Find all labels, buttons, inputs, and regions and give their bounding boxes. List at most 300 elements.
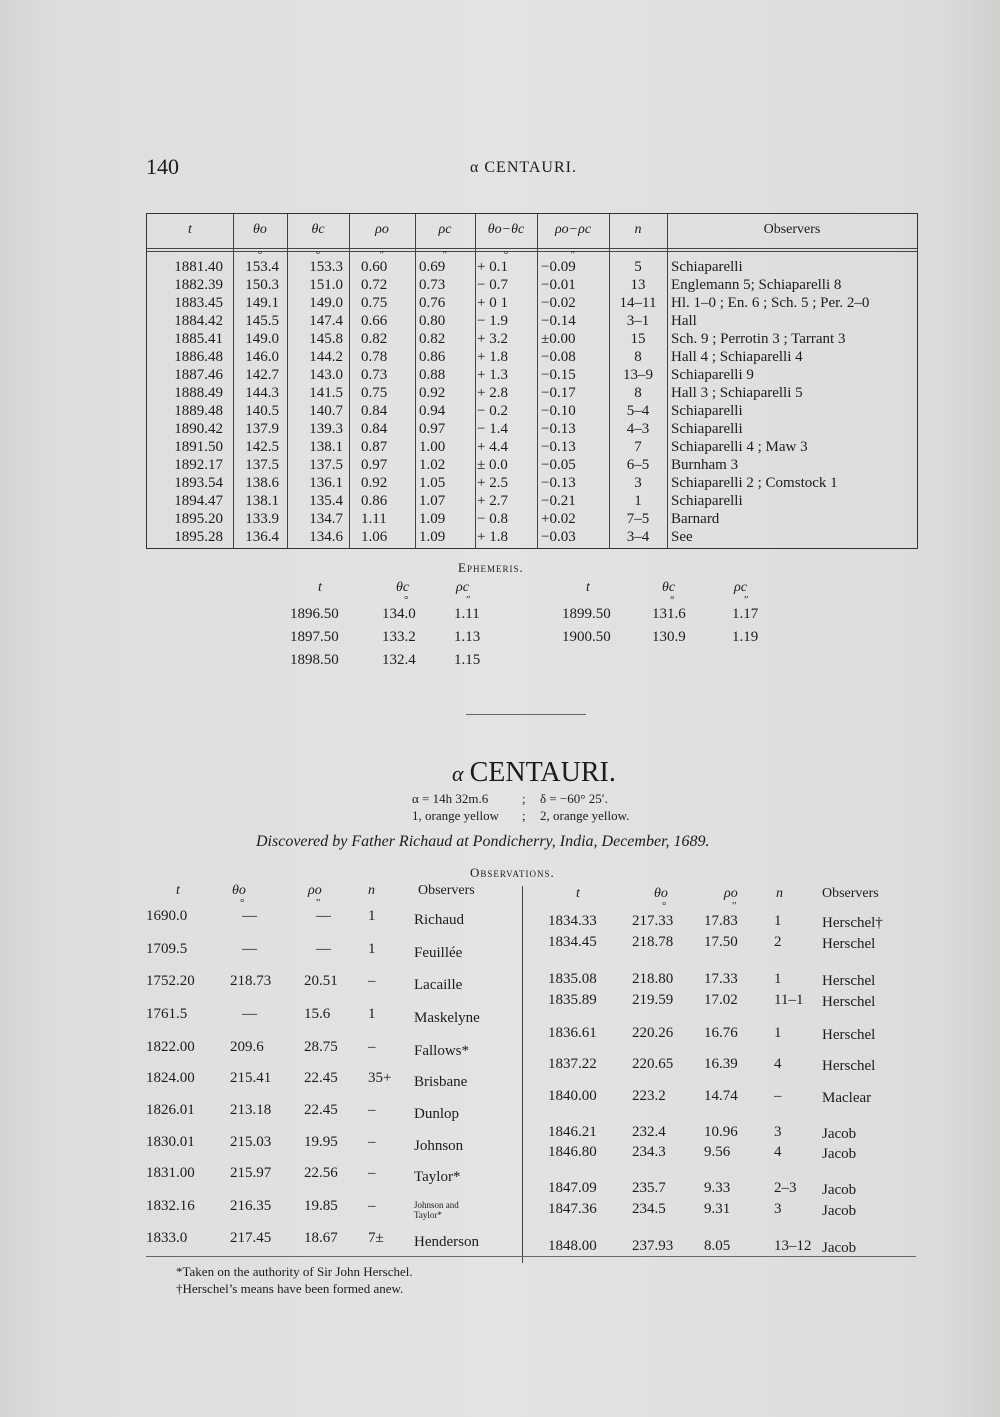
observations-cell: 17.50 (704, 934, 738, 950)
observations-cell: 215.41 (230, 1070, 272, 1086)
observations-cell: Herschel† (822, 915, 883, 931)
table-cell: 1.06 (361, 529, 388, 545)
ephemeris-header: θc (662, 580, 676, 595)
page-number: 140 (146, 154, 179, 179)
observations-cell: 28.75 (304, 1039, 338, 1055)
observations-cell: – (368, 973, 376, 989)
observations-cell: 1848.00 (548, 1238, 597, 1254)
table-cell: −0.15 (541, 367, 576, 383)
table-cell: 0.97 (419, 421, 446, 437)
observations-cell: Richaud (414, 912, 464, 928)
observations-cell: 1 (774, 971, 782, 987)
ephemeris-unit: ° (404, 594, 409, 606)
table-cell: Sch. 9 ; Perrotin 3 ; Tarrant 3 (671, 331, 846, 347)
observations-cell: Maskelyne (414, 1010, 480, 1026)
table-cell: Hall (671, 313, 697, 329)
table-cell: 3 (634, 475, 642, 491)
observations-cell: Maclear (822, 1090, 872, 1106)
table-cell: Schiaparelli (671, 403, 743, 419)
observations-cell: Fallows* (414, 1043, 470, 1059)
observations-cell: 22.45 (304, 1102, 338, 1118)
component-color-2: 2, orange yellow. (540, 808, 630, 823)
table-cell: 1883.45 (174, 295, 223, 311)
unit-label: ″ (570, 249, 576, 261)
observations-cell: 218.80 (632, 971, 674, 987)
table-cell: −0.09 (541, 259, 576, 275)
table-cell: 0.60 (361, 259, 388, 275)
table-cell: + 3.2 (477, 331, 508, 347)
table-cell: −0.13 (541, 439, 576, 455)
table-cell: 144.2 (309, 349, 343, 365)
observations-unit: ° (662, 900, 667, 912)
table-cell: 1.00 (419, 439, 446, 455)
observations-cell: 218.73 (230, 973, 272, 989)
table-cell: Schiaparelli (671, 259, 743, 275)
table-cell: 8 (634, 385, 642, 401)
table-cell: 3–4 (626, 529, 650, 545)
table-cell: 149.1 (245, 295, 279, 311)
table-row (147, 259, 917, 277)
table-cell: 1881.40 (174, 259, 223, 275)
observations-cell: 1836.61 (548, 1025, 597, 1041)
table-cell: 1.09 (419, 529, 446, 545)
observations-cell: – (368, 1165, 376, 1181)
observations-cell: 1709.5 (146, 941, 188, 957)
observations-cell: Johnson and Taylor* (414, 1200, 459, 1220)
observations-cell: 9.33 (704, 1180, 731, 1196)
table-cell: Schiaparelli 4 ; Maw 3 (671, 439, 808, 455)
table-cell: 0.84 (361, 403, 388, 419)
observations-cell: Jacob (822, 1146, 857, 1162)
observations-cell: 209.6 (230, 1039, 264, 1055)
observations-cell: 7± (368, 1230, 384, 1246)
table-cell: 1882.39 (174, 277, 223, 293)
ephemeris-header: t (586, 580, 590, 595)
table-row (147, 295, 917, 313)
table-cell: 133.9 (245, 511, 279, 527)
table-row (147, 439, 917, 457)
observations-cell: 35+ (368, 1070, 392, 1086)
table-cell: 4–3 (626, 421, 650, 437)
unit-label: ° (315, 249, 321, 261)
table-cell: 144.3 (245, 385, 279, 401)
observations-header: ρo (308, 883, 322, 898)
table-cell: 143.0 (309, 367, 343, 383)
unit-label: ° (257, 249, 263, 261)
table-cell: 1885.41 (174, 331, 223, 347)
table-cell: 137.5 (245, 457, 279, 473)
table-cell: 153.4 (245, 259, 279, 275)
ephemeris-unit: ° (670, 594, 675, 606)
table-cell: − 0.7 (477, 277, 508, 293)
observations-cell: 14.74 (704, 1088, 738, 1104)
coordinates-ra: α = 14h 32m.6 (412, 791, 489, 806)
table-cell: 1888.49 (174, 385, 223, 401)
observations-cell: 1 (774, 1025, 782, 1041)
table-cell: 1887.46 (174, 367, 223, 383)
table-cell: + 2.7 (477, 493, 508, 509)
observations-cell: 4 (774, 1056, 782, 1072)
table-cell: + 0.1 (477, 259, 508, 275)
observations-cell: 8.05 (704, 1238, 731, 1254)
observations-unit: ° (240, 897, 245, 909)
table-row (147, 349, 917, 367)
column-header: t (188, 222, 192, 237)
table-cell: 0.92 (361, 475, 388, 491)
table-cell: 151.0 (309, 277, 343, 293)
observations-cell: 16.76 (704, 1025, 738, 1041)
table-cell: 0.73 (419, 277, 446, 293)
observations-cell: Jacob (822, 1126, 857, 1142)
observations-cell: Jacob (822, 1240, 857, 1256)
table-cell: 140.7 (309, 403, 343, 419)
observations-cell: 22.45 (304, 1070, 338, 1086)
table-cell: 142.5 (245, 439, 279, 455)
table-cell: 0.73 (361, 367, 388, 383)
observations-cell: 234.3 (632, 1144, 666, 1160)
table-cell: Schiaparelli 9 (671, 367, 754, 383)
observations-cell: 1831.00 (146, 1165, 195, 1181)
ephemeris-cell: 1897.50 (290, 629, 339, 645)
table-cell: +0.02 (541, 511, 576, 527)
table-row (147, 385, 917, 403)
observations-header: n (776, 886, 783, 901)
table-cell: 136.4 (245, 529, 279, 545)
table-row (147, 475, 917, 493)
running-head: α CENTAURI. (470, 159, 577, 176)
observations-cell: 234.5 (632, 1201, 666, 1217)
table-cell: 141.5 (309, 385, 343, 401)
table-row (147, 421, 917, 439)
observations-cell: 1824.00 (146, 1070, 195, 1086)
unit-label: ° (503, 249, 509, 261)
table-cell: 137.5 (309, 457, 343, 473)
table-row (147, 403, 917, 421)
observations-cell: – (368, 1134, 376, 1150)
table-cell: 134.6 (309, 529, 343, 545)
table-cell: 138.1 (309, 439, 343, 455)
ephemeris-cell: 1.13 (454, 629, 481, 645)
table-cell: 0.76 (419, 295, 446, 311)
observations-cell: 220.65 (632, 1056, 674, 1072)
table-cell: 138.1 (245, 493, 279, 509)
observations-cell: 237.93 (632, 1238, 674, 1254)
ephemeris-header: ρc (734, 580, 747, 595)
table-cell: 15 (630, 331, 646, 347)
table-cell: 0.82 (419, 331, 446, 347)
table-row (147, 277, 917, 295)
observations-cell: 232.4 (632, 1124, 666, 1140)
table-cell: −0.14 (541, 313, 576, 329)
observations-cell: 17.83 (704, 913, 738, 929)
ephemeris-title: Ephemeris. (458, 560, 524, 575)
ephemeris-header: θc (396, 580, 410, 595)
observations-cell: 1 (368, 1006, 376, 1022)
observations-header: Observers (822, 886, 879, 901)
table-cell: 150.3 (245, 277, 279, 293)
observations-cell: Brisbane (414, 1074, 468, 1090)
observations-cell: 215.03 (230, 1134, 272, 1150)
observations-cell: 13–12 (774, 1238, 812, 1254)
observations-cell: 217.45 (230, 1230, 272, 1246)
table-cell: 136.1 (309, 475, 343, 491)
ephemeris-cell: 1899.50 (562, 606, 611, 622)
observations-cell: Jacob (822, 1203, 857, 1219)
table-cell: −0.05 (541, 457, 576, 473)
observations-header: θo (654, 886, 668, 901)
unit-label: ″ (379, 249, 385, 261)
table-cell: 1.11 (361, 511, 387, 527)
observations-header: t (576, 886, 580, 901)
observations-cell: 1830.01 (146, 1134, 195, 1150)
observations-cell: 218.78 (632, 934, 674, 950)
ephemeris-cell: 1.19 (732, 629, 759, 645)
discovery-line: Discovered by Father Richaud at Pondicherry, India, December, 1689. (256, 833, 710, 850)
table-cell: 5–4 (626, 403, 650, 419)
table-cell: 1 (634, 493, 642, 509)
footnote-1: *Taken on the authority of Sir John Herschel. (176, 1264, 413, 1279)
table-cell: 6–5 (626, 457, 650, 473)
table-cell: 0.82 (361, 331, 388, 347)
observations-cell: – (368, 1102, 376, 1118)
table-cell: + 1.3 (477, 367, 508, 383)
table-cell: − 1.9 (477, 313, 508, 329)
table-cell: 1895.28 (174, 529, 223, 545)
table-row (147, 367, 917, 385)
observations-cell: 1837.22 (548, 1056, 597, 1072)
table-cell: + 1.8 (477, 529, 508, 545)
observations-cell: 2–3 (774, 1180, 797, 1196)
table-cell: 13 (630, 277, 646, 293)
ephemeris-cell: 132.4 (382, 652, 416, 668)
observations-cell: 223.2 (632, 1088, 666, 1104)
observations-title: Observations. (470, 865, 555, 880)
table-cell: 0.86 (419, 349, 446, 365)
table-cell: + 0 1 (477, 295, 508, 311)
table-cell: Schiaparelli (671, 493, 743, 509)
ephemeris-unit: ″ (466, 594, 471, 606)
table-cell: 0.66 (361, 313, 388, 329)
observations-cell: 1 (368, 941, 376, 957)
observations-cell: 216.35 (230, 1198, 272, 1214)
table-cell: 0.86 (361, 493, 388, 509)
table-cell: 1.02 (419, 457, 446, 473)
observations-cell: 11–1 (774, 992, 804, 1008)
observations-cell: 18.67 (304, 1230, 338, 1246)
table-cell: + 4.4 (477, 439, 508, 455)
table-cell: 0.97 (361, 457, 388, 473)
table-cell: −0.03 (541, 529, 576, 545)
table-cell: 135.4 (309, 493, 343, 509)
column-header: θo (253, 222, 267, 237)
table-cell: Hl. 1–0 ; En. 6 ; Sch. 5 ; Per. 2–0 (671, 295, 870, 311)
observations-cell: 4 (774, 1144, 782, 1160)
ephemeris-cell: 1900.50 (562, 629, 611, 645)
observations-header: Observers (418, 883, 475, 898)
table-cell: 147.4 (309, 313, 343, 329)
table-cell: 142.7 (245, 367, 279, 383)
footnote-2: †Herschel’s means have been formed anew. (176, 1281, 404, 1296)
observations-cell: — (316, 941, 331, 957)
table-cell: 14–11 (619, 295, 657, 311)
observations-cell: — (242, 941, 257, 957)
observations-cell: 219.59 (632, 992, 674, 1008)
table-cell: Barnard (671, 511, 720, 527)
column-header: Observers (763, 222, 821, 237)
observations-cell: 3 (774, 1124, 782, 1140)
observations-cell: Feuillée (414, 945, 463, 961)
ephemeris-cell: 131.6 (652, 606, 686, 622)
observations-cell: 1846.80 (548, 1144, 597, 1160)
measures-table (146, 213, 918, 549)
table-cell: + 2.5 (477, 475, 508, 491)
observations-cell: 217.33 (632, 913, 674, 929)
observations-cell: Herschel (822, 994, 876, 1010)
observations-cell: – (774, 1088, 782, 1104)
table-cell: Burnham 3 (671, 457, 739, 473)
table-cell: 0.75 (361, 295, 388, 311)
star-title (452, 757, 616, 789)
observations-cell: 220.26 (632, 1025, 674, 1041)
observations-cell: 215.97 (230, 1165, 272, 1181)
ephemeris-cell: 130.9 (652, 629, 686, 645)
observations-cell: 1761.5 (146, 1006, 188, 1022)
observations-cell: Henderson (414, 1234, 479, 1250)
observations-cell: 1840.00 (548, 1088, 597, 1104)
table-cell: 1895.20 (174, 511, 223, 527)
table-cell: 138.6 (245, 475, 279, 491)
observations-cell: 1835.08 (548, 971, 597, 987)
table-cell: 1.09 (419, 511, 446, 527)
table-cell: −0.10 (541, 403, 576, 419)
observations-cell: Herschel (822, 973, 876, 989)
component-color-1: 1, orange yellow (412, 808, 500, 823)
table-cell: − 0.8 (477, 511, 508, 527)
coordinates-separator-2: ; (522, 808, 526, 823)
observations-cell: 17.02 (704, 992, 738, 1008)
table-cell: 8 (634, 349, 642, 365)
table-cell: 149.0 (245, 331, 279, 347)
coordinates-dec: δ = −60° 25′. (540, 791, 608, 806)
observations-cell: 1833.0 (146, 1230, 188, 1246)
table-cell: −0.13 (541, 475, 576, 491)
table-cell: 140.5 (245, 403, 279, 419)
table-row (147, 331, 917, 349)
observations-cell: 22.56 (304, 1165, 338, 1181)
ephemeris-cell: 1896.50 (290, 606, 339, 622)
section-divider (466, 714, 586, 715)
ephemeris-header: ρc (456, 580, 469, 595)
table-cell: 1889.48 (174, 403, 223, 419)
table-cell: − 1.4 (477, 421, 508, 437)
table-cell: Hall 4 ; Schiaparelli 4 (671, 349, 803, 365)
observations-cell: Lacaille (414, 977, 463, 993)
ephemeris-cell: 1.17 (732, 606, 759, 622)
ephemeris-cell: 1898.50 (290, 652, 339, 668)
table-cell: 1.07 (419, 493, 446, 509)
table-cell: 1894.47 (174, 493, 223, 509)
observations-unit: ″ (732, 900, 737, 912)
table-cell: −0.13 (541, 421, 576, 437)
observations-cell: 235.7 (632, 1180, 666, 1196)
table-row (147, 457, 917, 475)
table-cell: 7–5 (626, 511, 650, 527)
table-cell: 0.78 (361, 349, 388, 365)
observations-cell: Herschel (822, 1058, 876, 1074)
table-cell: 134.7 (309, 511, 343, 527)
observations-header: θo (232, 883, 246, 898)
table-cell: 0.94 (419, 403, 446, 419)
table-row (147, 313, 917, 331)
table-cell: 5 (634, 259, 642, 275)
table-cell: 1884.42 (174, 313, 223, 329)
observations-cell: 3 (774, 1201, 782, 1217)
table-cell: Schiaparelli 2 ; Comstock 1 (671, 475, 838, 491)
column-header: n (634, 222, 642, 237)
table-cell: 145.8 (309, 331, 343, 347)
table-cell: 139.3 (309, 421, 343, 437)
observations-cell: 1847.36 (548, 1201, 597, 1217)
table-cell: 0.75 (361, 385, 388, 401)
observations-cell: Herschel (822, 936, 876, 952)
table-cell: 7 (634, 439, 642, 455)
observations-cell: Taylor* (414, 1169, 461, 1185)
ephemeris-cell: 1.15 (454, 652, 481, 668)
table-row (147, 511, 917, 529)
observations-cell: 10.96 (704, 1124, 738, 1140)
observations-cell: – (368, 1198, 376, 1214)
observations-cell: 1752.20 (146, 973, 195, 989)
observations-cell: 1834.45 (548, 934, 597, 950)
ephemeris-header: t (318, 580, 322, 595)
observations-column-divider (522, 886, 523, 1263)
footnote-rule (146, 1256, 916, 1257)
observations-cell: 17.33 (704, 971, 738, 987)
table-cell: 1890.42 (174, 421, 223, 437)
observations-cell: 1826.01 (146, 1102, 195, 1118)
observations-header: ρo (724, 886, 738, 901)
observations-cell: 213.18 (230, 1102, 272, 1118)
column-header: ρo−ρc (554, 222, 592, 237)
observations-cell: 15.6 (304, 1006, 331, 1022)
table-cell: 137.9 (245, 421, 279, 437)
table-cell: 0.84 (361, 421, 388, 437)
table-cell: −0.21 (541, 493, 576, 509)
table-cell: −0.08 (541, 349, 576, 365)
observations-cell: Herschel (822, 1027, 876, 1043)
table-cell: 1891.50 (174, 439, 223, 455)
observations-cell: 1832.16 (146, 1198, 195, 1214)
ephemeris-cell: 133.2 (382, 629, 416, 645)
table-cell: + 2.8 (477, 385, 508, 401)
observations-header: n (368, 883, 375, 898)
table-cell: −0.17 (541, 385, 576, 401)
observations-cell: Johnson (414, 1138, 464, 1154)
observations-cell: — (242, 1006, 257, 1022)
observations-header: t (176, 883, 180, 898)
table-cell: Schiaparelli (671, 421, 743, 437)
column-header: θo−θc (487, 222, 525, 237)
table-cell: Hall 3 ; Schiaparelli 5 (671, 385, 803, 401)
table-cell: 13–9 (623, 367, 653, 383)
star-title-alpha: α (452, 761, 464, 786)
column-header: ρo (375, 222, 389, 237)
observations-cell: 9.56 (704, 1144, 731, 1160)
table-cell: See (671, 529, 693, 545)
table-cell: ± 0.0 (477, 457, 508, 473)
table-cell: 1893.54 (174, 475, 223, 491)
observations-cell: 20.51 (304, 973, 338, 989)
